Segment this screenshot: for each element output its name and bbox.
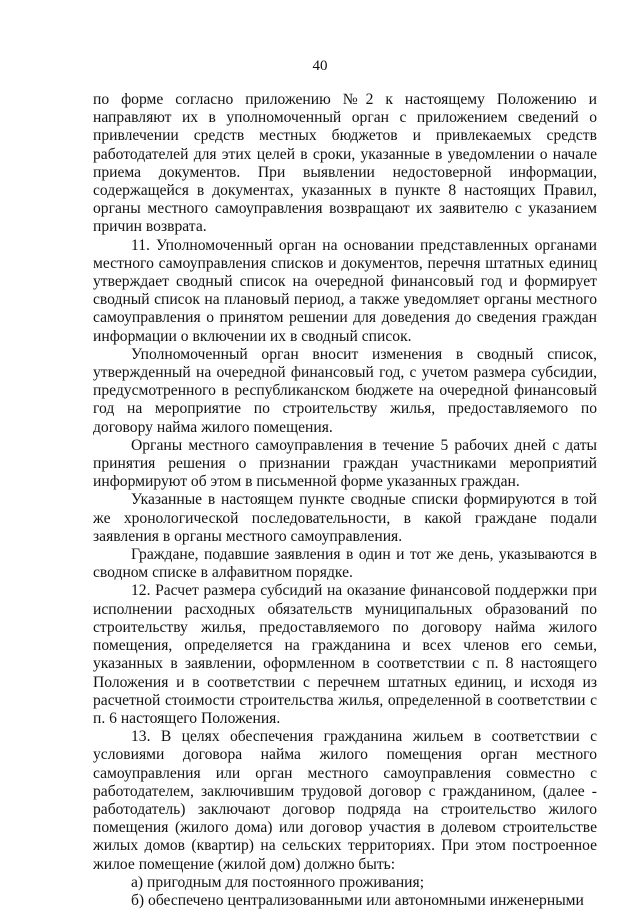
page-number: 40 <box>312 58 328 74</box>
paragraph-amendments: Уполномоченный орган вносит изменения в сводный список, утвержденный на очередной финансовый год, с учетом размера субсидии, предусмотренного в республиканском бюджете на очередной финансовый год на мероприятие по строительству жилья, предоставляемого по договору найма жилого помещения. <box>93 345 597 436</box>
paragraph-continuation: по форме согласно приложению №2 к настоящему Положению и направляют их в уполномоченный орган с приложением сведений о привлечении средств местных бюджетов и привлекаемых средств работодателей для этих целей в сроки, указанные в уведомлении о начале приема документов. При выявлении недостоверной информации, содержащейся в документах, указанных в пункте 8 настоящих Правил, органы местного самоуправления возвращают их заявителю с указанием причин возврата. <box>93 91 597 236</box>
paragraph-chronological-order: Указанные в настоящем пункте сводные списки формируются в той же хронологической последовательности, в какой граждане подали заявления в органы местного самоуправления. <box>93 491 597 545</box>
paragraph-item-13: 13. В целях обеспечения гражданина жильем в соответствии с условиями договора найма жилого помещения орган местного самоуправления или орган местного самоуправления совместно с работодателем, заключившим трудовой договор с гражданином, (далее - работодатель) заключают договор подряда на строительство жилого помещения (жилого дома) или договор участия в долевом строительстве жилых домов (квартир) на сельских территориях. При этом построенное жилое помещение (жилой дом) должно быть: <box>93 728 597 873</box>
document-body <box>93 91 597 910</box>
paragraph-item-11: 11. Уполномоченный орган на основании представленных органами местного самоуправления списков и документов, перечня штатных единиц утверждает сводный список на очередной финансовый год и формирует сводный список на плановый период, а также уведомляет органы местного самоуправления о принятом решении для доведения до сведения граждан информации о включении их в сводный список. <box>93 236 597 345</box>
paragraph-alphabetical-order: Граждане, подавшие заявления в один и тот же день, указываются в сводном списке в алфавитном порядке. <box>93 546 597 582</box>
paragraph-item-12: 12. Расчет размера субсидий на оказание финансовой поддержки при исполнении расходных обязательств муниципальных образований по строительству жилья, предоставляемого по договору найма жилого помещения, определяется на гражданина и всех членов его семьи, указанных в заявлении, оформленном в соответствии с п. 8 настоящего Положения и в соответствии с перечнем штатных единиц, и исходя из расчетной стоимости строительства жилья, определенной в соответствии с п. 6 настоящего Положения. <box>93 582 597 727</box>
list-item-b: б) обеспечено централизованными или автономными инженерными <box>131 891 584 909</box>
paragraph-notification: Органы местного самоуправления в течение 5 рабочих дней с даты принятия решения о признании граждан участниками мероприятий информируют об этом в письменной форме указанных граждан. <box>93 436 597 491</box>
list-item-a: а) пригодным для постоянного проживания; <box>131 873 425 891</box>
